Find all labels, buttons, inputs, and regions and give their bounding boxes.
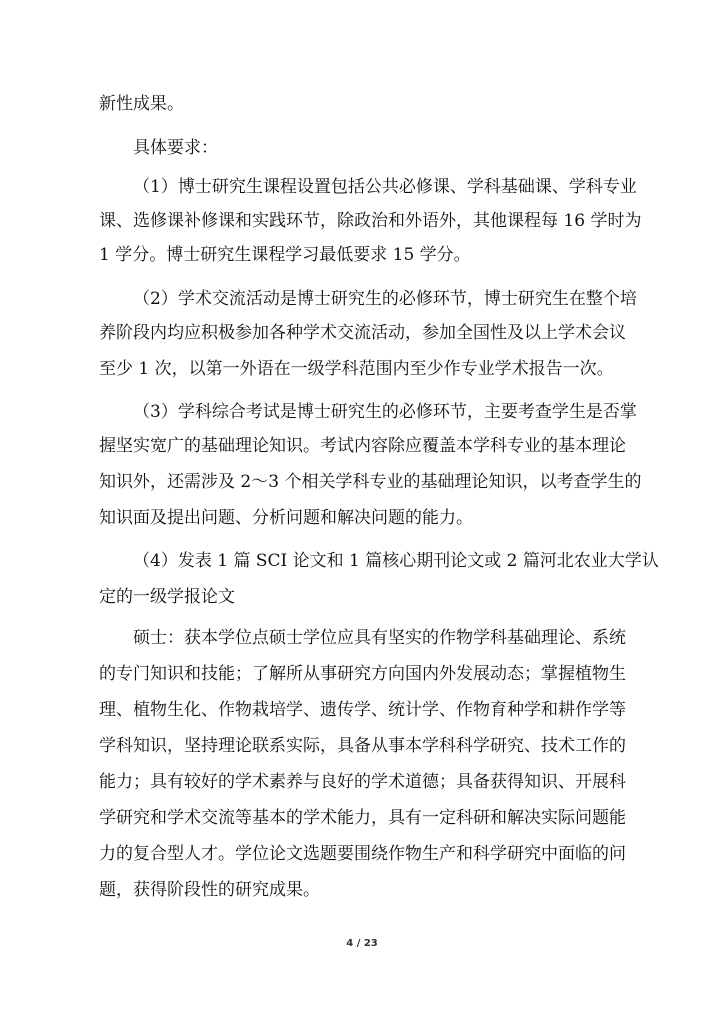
text-line: 至少 1 次，以第一外语在一级学科范围内至少作专业学术报告一次。 [99,359,614,379]
text-line: 1 学分。博士研究生课程学习最低要求 15 学分。 [99,245,471,265]
text-line: 的专门知识和技能；了解所从事研究方向国内外发展动态；掌握植物生 [99,664,626,684]
text-line: 理、植物生化、作物栽培学、遗传学、统计学、作物育种学和耕作学等 [99,700,626,720]
text-line: （1）博士研究生课程设置包括公共必修课、学科基础课、学科专业 [133,177,637,197]
text-line: （3）学科综合考试是博士研究生的必修环节，主要考查学生是否掌 [133,402,637,422]
text-line: 学研究和学术交流等基本的学术能力，具有一定科研和解决实际问题能 [99,808,626,828]
text-line: 定的一级学报论文 [99,587,235,607]
text-line: （4）发表 1 篇 SCI 论文和 1 篇核心期刊论文或 2 篇河北农业大学认 [133,551,659,571]
text-line: 力的复合型人才。学位论文选题要围绕作物生产和科学研究中面临的问 [99,844,626,864]
text-line: 具体要求： [133,138,218,158]
text-line: 握坚实宽广的基础理论知识。考试内容除应覆盖本学科专业的基本理论 [99,436,626,456]
text-line: 新性成果。 [99,94,184,114]
page-number: 4 / 23 [346,938,378,949]
text-line: （2）学术交流活动是博士研究生的必修环节，博士研究生在整个培 [133,289,637,309]
text-line: 学科知识，坚持理论联系实际，具备从事本学科科学研究、技术工作的 [99,736,626,756]
text-line: 硕士：获本学位点硕士学位应具有坚实的作物学科基础理论、系统 [133,628,626,648]
text-line: 课、选修课补修课和实践环节，除政治和外语外，其他课程每 16 学时为 [99,211,642,231]
text-line: 题，获得阶段性的研究成果。 [99,880,320,900]
text-line: 知识外，还需涉及 2～3 个相关学科专业的基础理论知识，以考查学生的 [99,472,642,492]
text-line: 知识面及提出问题、分析问题和解决问题的能力。 [99,508,473,528]
text-line: 养阶段内均应积极参加各种学术交流活动，参加全国性及以上学术会议 [99,323,626,343]
text-line: 能力；具有较好的学术素养与良好的学术道德；具备获得知识、开展科 [99,772,626,792]
